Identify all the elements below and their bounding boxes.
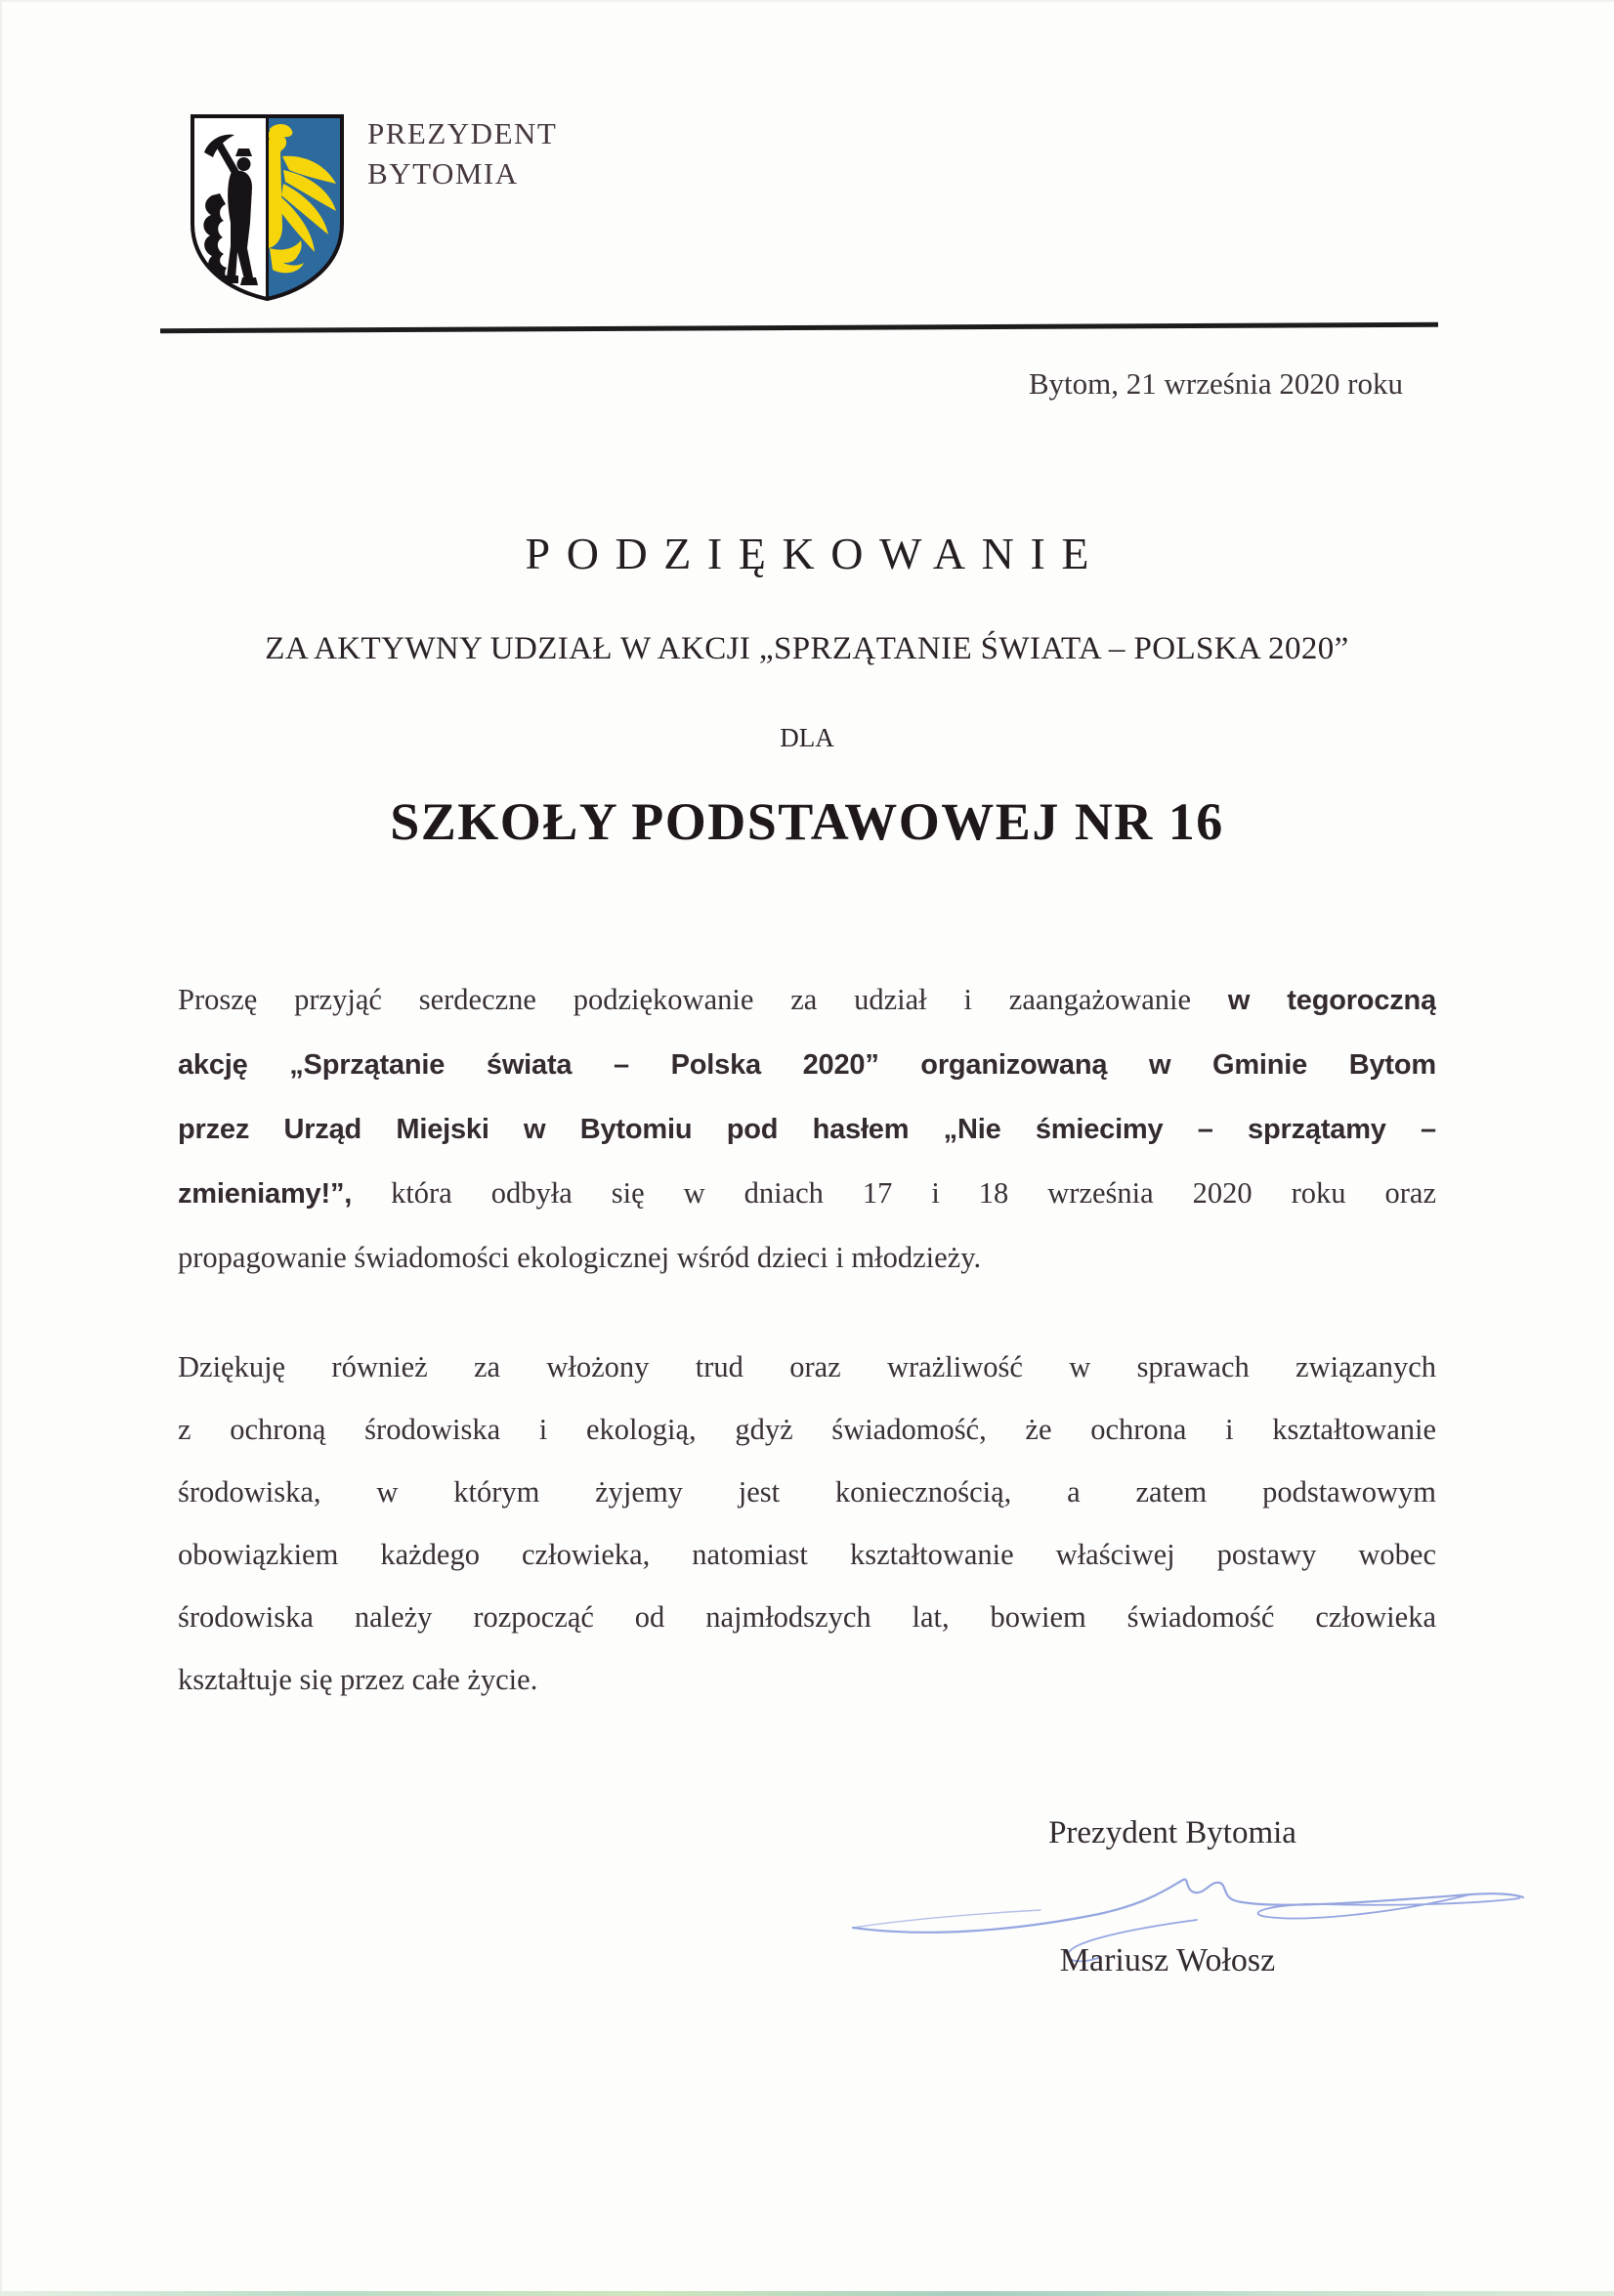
scan-edge-artifact-top (0, 0, 1614, 2)
paragraph (178, 967, 1436, 1290)
scan-edge-artifact-bottom (0, 2291, 1614, 2296)
recipient-name: SZKOŁY PODSTAWOWEJ NR 16 (390, 792, 1224, 851)
bytom-coat-of-arms-icon (188, 111, 347, 305)
document-subtitle: ZA AKTYWNY UDZIAŁ W AKCJI „SPRZĄTANIE ŚWIATA – POLSKA 2020” (265, 631, 1349, 666)
text-line: zmieniamy!”, która odbyła się w dniach 17 i 18 września 2020 roku oraz (178, 1176, 1436, 1210)
scan-edge-artifact-left (0, 0, 2, 2296)
date-line: Bytom, 21 września 2020 roku (1028, 366, 1403, 401)
text-line: propagowanie świadomości ekologicznej wśród dzieci i młodzieży. (178, 1241, 982, 1274)
org-name (367, 113, 557, 193)
text-line: przez Urząd Miejski w Bytomiu pod hasłem „Nie śmiecimy – sprzątamy – (178, 1114, 1436, 1145)
text-line: z ochroną środowiska i ekologią, gdyż świadomość, że ochrona i kształtowanie (178, 1413, 1436, 1446)
letter-body (178, 967, 1436, 1711)
text-line: akcję „Sprzątanie świata – Polska 2020” organizowaną w Gminie Bytom (178, 1049, 1436, 1081)
text-line: Dziękuję również za włożony trud oraz wrażliwość w sprawach związanych (178, 1350, 1436, 1383)
dla-label: DLA (780, 723, 834, 752)
text-line: środowiska należy rozpocząć od najmłodszych lat, bowiem świadomość człowieka (178, 1600, 1436, 1634)
text-line: kształtuje się przez całe życie. (178, 1663, 538, 1696)
org-name-line2: BYTOMIA (367, 156, 519, 191)
paragraph (178, 1336, 1436, 1711)
text-line: Proszę przyjąć serdeczne podziękowanie za udział i zaangażowanie w tegoroczną (178, 983, 1436, 1016)
org-name-line1: PREZYDENT (367, 116, 558, 150)
text-line: środowiska, w którym żyjemy jest koniecznością, a zatem podstawowym (178, 1475, 1436, 1509)
signoff-role: Prezydent Bytomia (1048, 1815, 1296, 1850)
signoff-name: Mariusz Wołosz (1059, 1942, 1276, 1978)
document-title: PODZIĘKOWANIE (525, 529, 1105, 578)
text-line: obowiązkiem każdego człowieka, natomiast kształtowanie właściwej postawy wobec (178, 1538, 1436, 1571)
header-divider (160, 322, 1438, 333)
